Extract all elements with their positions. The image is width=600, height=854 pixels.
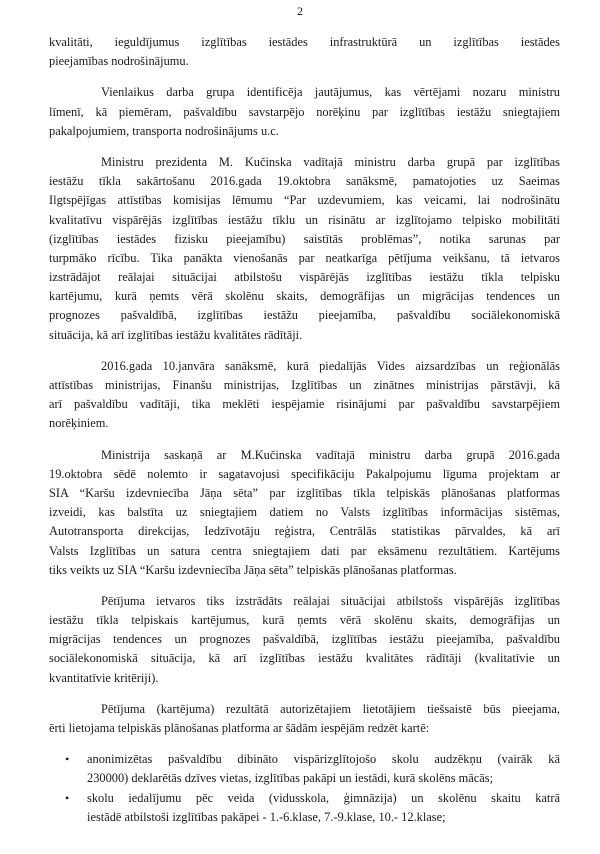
bullet-item xyxy=(49,789,560,827)
text-line: kvalitatīvu vispārējās izglītības iestāžu tīklu un risinātu ar izglītojamo telpisko mobilitāti xyxy=(49,212,560,227)
text-line: izstrādājot reālajai situācijai atbilstošu vispārējās izglītības iestāžu tīkla telpisku xyxy=(49,270,560,285)
text-line: kvalitāti, ieguldījumus izglītības iestādes infrastruktūrā un izglītības iestādes xyxy=(49,35,560,49)
text-line: norēķiniem. xyxy=(49,416,109,431)
text-line: skolu iedalījumu pēc veida (vidusskola, ģimnāzija) un skolēnu skaitu katrā xyxy=(87,790,560,805)
bullet-list xyxy=(49,750,560,827)
text-line: Ministru prezidenta M. Kučinska vadītajā ministru darba grupā par izglītības xyxy=(101,154,560,169)
paragraph xyxy=(49,153,560,345)
text-line: 230000) deklarētās dzīves vietas, izglītības pakāpi un iestādi, kurā skolēns mācās; xyxy=(87,771,494,786)
text-line: ērti lietojama telpiskās plānošanas platforma ar šādām iespējām redzēt kartē: xyxy=(49,721,430,735)
text-line: SIA “Karšu izdevniecība Jāņa sēta” par izglītības tīkla telpiskās plānošanas platformas xyxy=(49,485,560,500)
text-line: kvantitatīvie kritēriji). xyxy=(49,670,159,685)
text-line: Ilgtspējīgas attīstības komisijas lēmumu “Par uzdevumiem, kas veicami, lai nodrošinātu xyxy=(49,193,560,208)
paragraph xyxy=(49,83,560,141)
paragraph xyxy=(49,700,560,738)
text-line: Ministrija saskaņā ar M.Kučinska vadītajā ministru darba grupā 2016.gada xyxy=(101,447,560,462)
text-line: Pētījuma ietvaros tiks izstrādāts reālajai situācijai atbilstošs vispārējās izglītības xyxy=(101,593,560,608)
text-line: Pētījuma (kartējuma) rezultātā autorizētajiem lietotājiem tiešsaistē būs pieejama, xyxy=(101,701,560,716)
text-line: arī pašvaldību vadītāji, tika meklēti iespējamie risinājumi par pašvaldību savstarpējiem xyxy=(49,397,560,412)
text-line: sociālekonomiskā situācija, kā arī izglītības iestāžu kvalitātes rādītāji (kvalitatīvie un xyxy=(49,651,560,666)
page-number: 2 xyxy=(297,4,303,18)
bullet-item xyxy=(49,750,560,788)
text-line: iestāžu tīkla telpiskais kartējumus, kurā ņemts vērā skolēnu skaits, demogrāfijas un xyxy=(49,613,560,628)
bullet-icon: • xyxy=(65,790,70,805)
text-line: 19.oktobra sēdē nolemto ir sagatavojusi specifikāciju Pakalpojumu līguma projektam ar xyxy=(49,466,560,481)
text-line: līmenī, kā piemēram, pašvaldību savstarpējo norēķinu par izglītības iestāžu sniegtajiem xyxy=(49,104,560,119)
text-line: turpmāko rīcību. Tika panākta vienošanās par neatkarīga pētījuma veikšanu, tā ietvaros xyxy=(49,250,560,265)
text-line: anonimizētas pašvaldību dibināto vispārizglītojošo skolu audzēkņu (vairāk kā xyxy=(87,752,560,767)
text-line: Vienlaikus darba grupa identificēja jautājumus, kas vērtējami nozaru ministru xyxy=(101,85,560,100)
text-line: (izglītības iestādes fizisku pieejamību) saistītās problēmas”, notika sarunas par xyxy=(49,231,560,246)
text-line: Valsts Izglītības un satura centra sniegtajiem dati par eksāmenu rezultātiem. Kartējums xyxy=(49,543,560,558)
bullet-icon: • xyxy=(65,752,70,767)
text-line: pakalpojumiem, transporta nodrošinājums u.c. xyxy=(49,123,279,138)
paragraph xyxy=(49,357,560,434)
document-body xyxy=(49,33,560,827)
text-line: Autotransporta direkcijas, Iedzīvotāju reģistra, Centrālās statistikas pārvaldes, kā arī xyxy=(49,524,560,539)
text-line: tiks veikts uz SIA “Karšu izdevniecība Jāņa sēta” telpiskās plānošanas platformas. xyxy=(49,562,457,577)
text-line: prognozes pašvaldībā, izglītības iestāžu pieejamība, pašvaldību sociālekonomiskā xyxy=(49,308,560,323)
paragraph xyxy=(49,592,560,688)
text-line: 2016.gada 10.janvāra sanāksmē, kurā piedalījās Vides aizsardzības un reģionālās xyxy=(101,358,560,373)
text-line: situācija, kā arī izglītības iestāžu kvalitātes rādītāji. xyxy=(49,327,303,342)
text-line: izveidi, kas balstīta uz sniegtajiem datiem no Valsts izglītības informācijas sistēmas, xyxy=(49,505,560,520)
text-line: iestāžu tīkla sakārtošanu 2016.gada 19.oktobra sanāksmē, pamatojoties uz Saeimas xyxy=(49,174,560,189)
paragraph xyxy=(49,33,560,71)
text-line: migrācijas tendences un prognozes pašvaldībā, izglītības iestāžu pieejamība, pašvaldību xyxy=(49,632,560,647)
text-line: pieejamības nodrošinājumu. xyxy=(49,54,189,69)
text-line: kartējumu, kurā ņemts vērā skolēnu skaits, demogrāfijas un migrācijas tendences un xyxy=(49,289,560,304)
paragraph xyxy=(49,446,560,580)
text-line: attīstības ministrijas, Finanšu ministrijas, Izglītības un zinātnes ministrijas pārstāvji, kā xyxy=(49,378,560,392)
text-line: iestādē atbilstoši izglītības pakāpei - 1.-6.klase, 7.-9.klase, 10.- 12.klase; xyxy=(87,809,446,824)
